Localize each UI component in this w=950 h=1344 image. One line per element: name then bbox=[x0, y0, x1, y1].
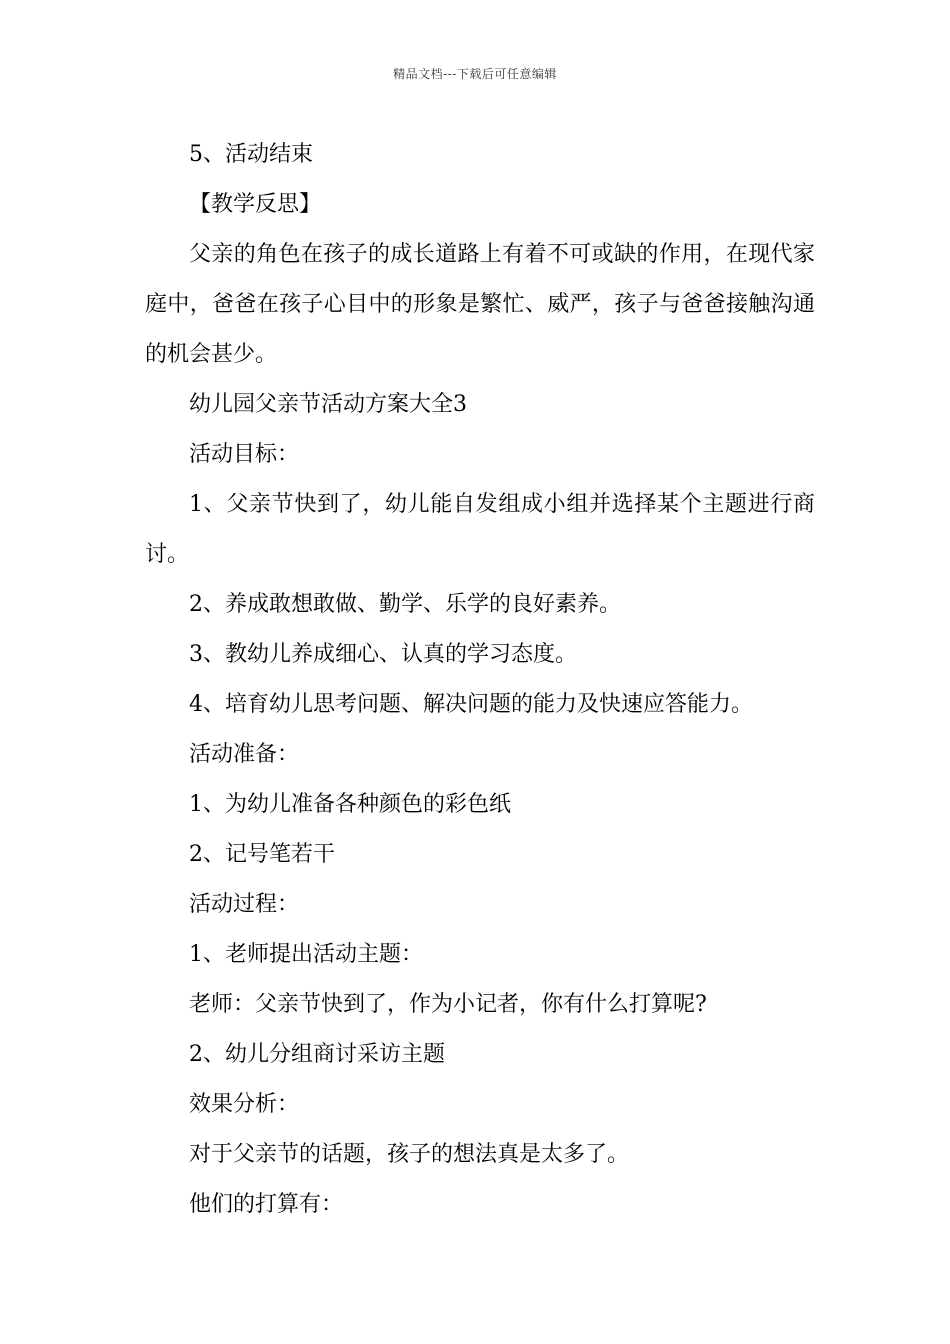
teacher-dialogue: 老师：父亲节快到了，作为小记者，你有什么打算呢? bbox=[189, 992, 707, 1017]
page-header: 精品文档---下载后可任意编辑 bbox=[393, 67, 557, 81]
analysis-heading: 效果分析： bbox=[189, 1092, 300, 1117]
plans-intro: 他们的打算有： bbox=[189, 1192, 344, 1217]
section-title: 幼儿园父亲节活动方案大全3 bbox=[189, 392, 467, 417]
document-body bbox=[145, 130, 815, 1230]
reflection-heading: 【教学反思】 bbox=[189, 192, 322, 217]
preparation-heading: 活动准备： bbox=[189, 742, 300, 767]
preparation-item-2: 2、记号笔若干 bbox=[189, 842, 335, 867]
step-5-heading: 5、活动结束 bbox=[189, 142, 313, 167]
process-heading: 活动过程： bbox=[189, 892, 300, 917]
goal-item-1: 1、父亲节快到了，幼儿能自发组成小组并选择某个主题进行商讨。 bbox=[145, 492, 815, 567]
reflection-paragraph: 父亲的角色在孩子的成长道路上有着不可或缺的作用，在现代家庭中，爸爸在孩子心目中的形象是繁忙、威严，孩子与爸爸接触沟通的机会甚少。 bbox=[145, 242, 815, 367]
process-item-1: 1、老师提出活动主题： bbox=[189, 942, 423, 967]
goal-item-4: 4、培育幼儿思考问题、解决问题的能力及快速应答能力。 bbox=[189, 692, 753, 717]
goal-item-3: 3、教幼儿养成细心、认真的学习态度。 bbox=[189, 642, 577, 667]
preparation-item-1: 1、为幼儿准备各种颜色的彩色纸 bbox=[189, 792, 511, 817]
analysis-paragraph: 对于父亲节的话题，孩子的想法真是太多了。 bbox=[189, 1142, 630, 1167]
goal-item-2: 2、养成敢想敢做、勤学、乐学的良好素养。 bbox=[189, 592, 621, 617]
goals-heading: 活动目标： bbox=[189, 442, 300, 467]
process-item-2: 2、幼儿分组商讨采访主题 bbox=[189, 1042, 445, 1067]
